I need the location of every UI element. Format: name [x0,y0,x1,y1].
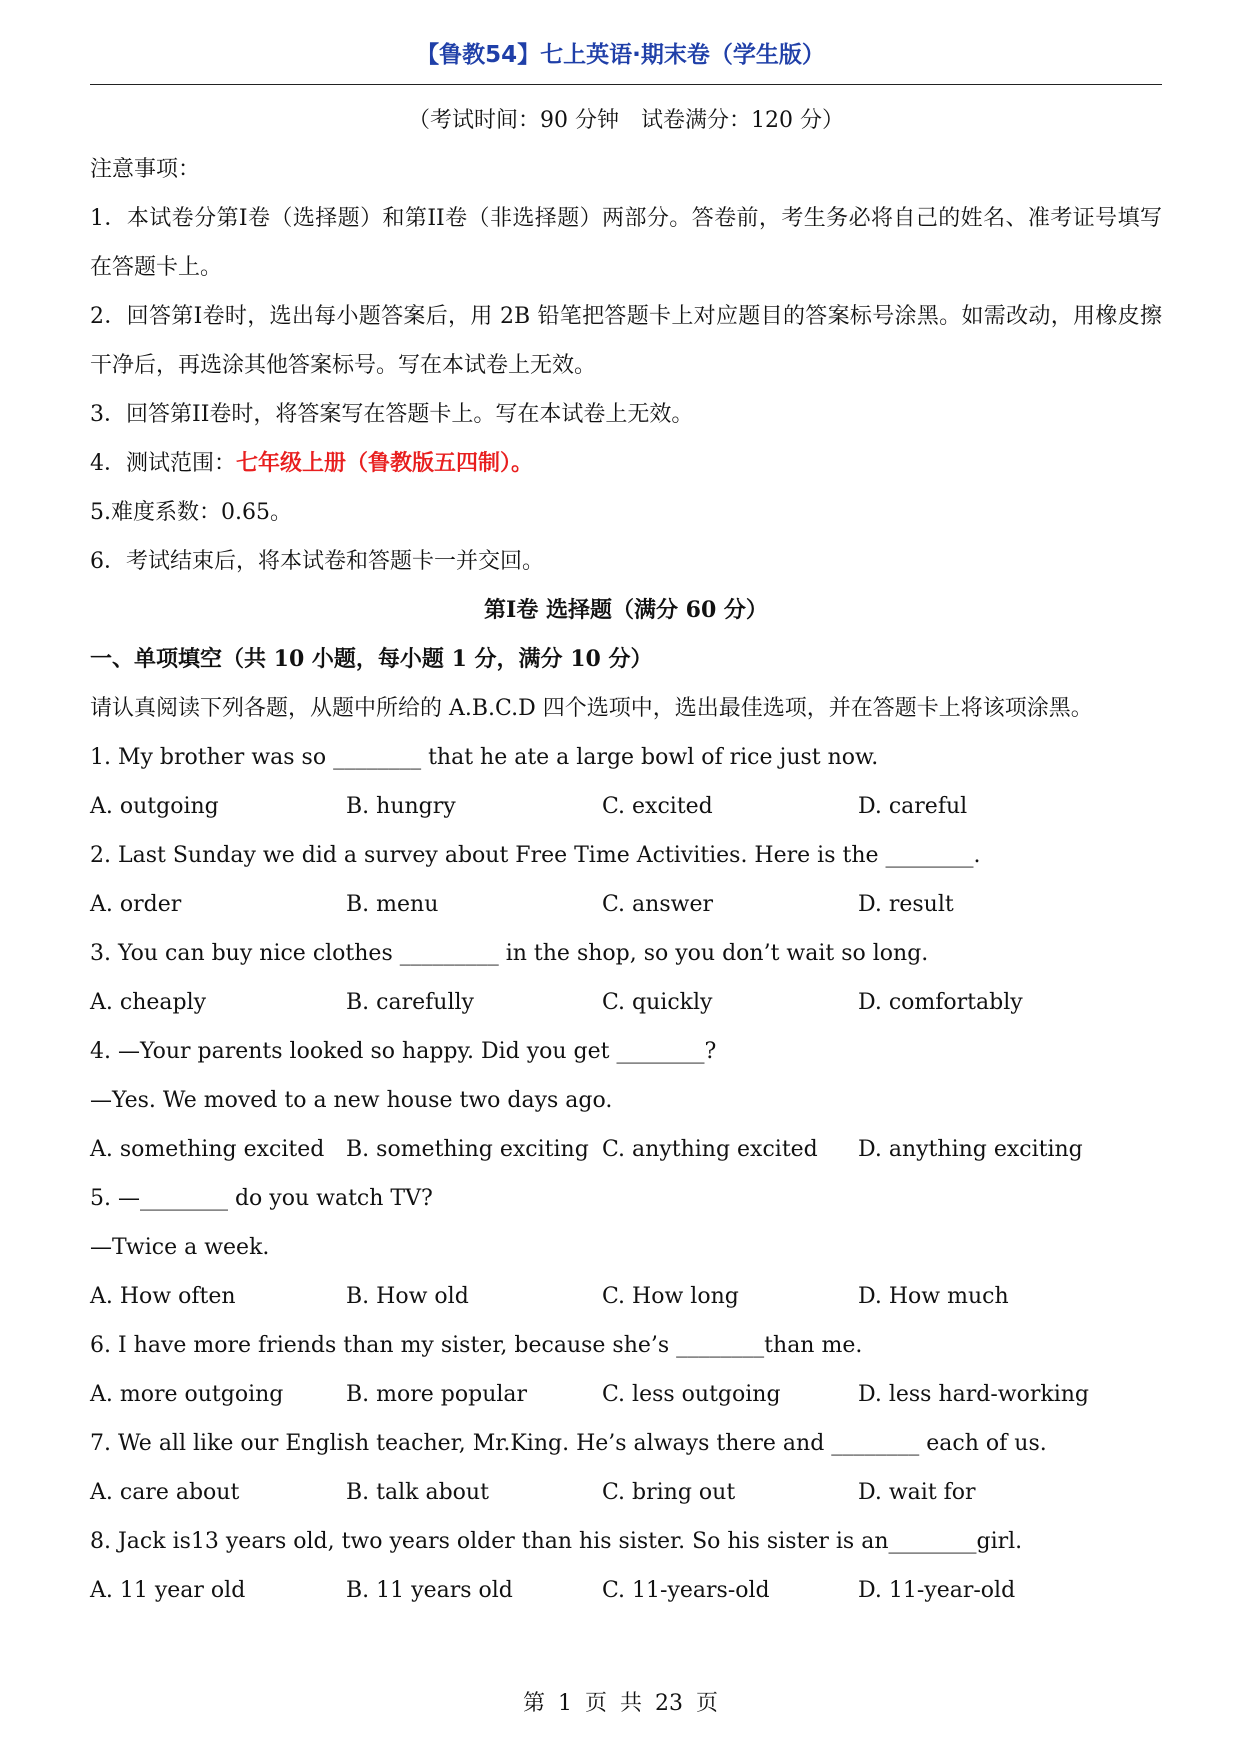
options-row [90,1566,1162,1615]
option-b: B. hungry [346,794,456,819]
option-d: D. less hard-working [858,1382,1089,1407]
note-item-4 [90,439,1162,488]
question-text: 5. —________ do you watch TV? [90,1186,433,1211]
option-a: A. care about [90,1480,240,1505]
question-8 [90,1517,1162,1615]
question-text: 3. You can buy nice clothes _________ in the shop, so you don’t wait so long. [90,941,929,966]
header-divider [90,84,1162,85]
option-d: D. wait for [858,1480,976,1505]
option-a: A. cheaply [90,990,207,1015]
option-b: B. menu [346,892,439,917]
option-d: D. comfortably [858,990,1023,1015]
note-item-5: 5.难度系数：0.65。 [90,500,292,525]
question-reply: —Twice a week. [90,1235,270,1260]
option-b: B. carefully [346,990,474,1015]
option-b: B. 11 years old [346,1578,513,1603]
section1-instruction: 请认真阅读下列各题，从题中所给的 A.B.C.D 四个选项中，选出最佳选项，并在答题卡上将该项涂黑。 [90,696,1093,721]
question-5 [90,1174,1162,1321]
option-b: B. talk about [346,1480,489,1505]
question-7 [90,1419,1162,1517]
option-a: A. 11 year old [90,1578,246,1603]
option-c: C. bring out [602,1480,736,1505]
part1-title: 第I卷 选择题（满分 60 分） [484,597,768,623]
option-d: D. result [858,892,954,917]
question-3 [90,929,1162,1027]
options-row [90,978,1162,1027]
option-c: C. excited [602,794,713,819]
options-row [90,1125,1162,1174]
notes-heading: 注意事项： [90,157,201,182]
question-4 [90,1027,1162,1174]
question-text: 4. —Your parents looked so happy. Did you get ________? [90,1039,717,1064]
option-a: A. something excited [90,1137,325,1162]
option-c: C. How long [602,1284,739,1309]
option-c: C. answer [602,892,713,917]
options-row [90,1468,1162,1517]
question-text: 8. Jack is13 years old, two years older than his sister. So his sister is an________girl. [90,1529,1023,1554]
note-item-1: 1．本试卷分第I卷（选择题）和第II卷（非选择题）两部分。答卷前，考生务必将自己的姓名、准考证号填写在答题卡上。 [90,206,1162,280]
note-item-3: 3．回答第II卷时，将答案写在答题卡上。写在本试卷上无效。 [90,402,694,427]
option-b: B. How old [346,1284,469,1309]
question-6 [90,1321,1162,1419]
question-reply: —Yes. We moved to a new house two days ago. [90,1088,613,1113]
exam-info: （考试时间：90 分钟 试卷满分：120 分） [408,108,844,133]
option-d: D. careful [858,794,968,819]
option-a: A. How often [90,1284,236,1309]
option-c: C. anything excited [602,1137,818,1162]
question-list [90,733,1162,1615]
note-item-4-prefix: 4．测试范围： [90,451,236,476]
options-row [90,1272,1162,1321]
note-item-6: 6．考试结束后，将本试卷和答题卡一并交回。 [90,549,544,574]
option-b: B. something exciting [346,1137,589,1162]
options-row [90,1370,1162,1419]
option-a: A. order [90,892,182,917]
question-text: 6. I have more friends than my sister, because she’s ________than me. [90,1333,863,1358]
question-text: 7. We all like our English teacher, Mr.King. He’s always there and ________ each of us. [90,1431,1047,1456]
option-d: D. anything exciting [858,1137,1083,1162]
option-a: A. more outgoing [90,1382,284,1407]
section1-title: 一、单项填空（共 10 小题，每小题 1 分，满分 10 分） [90,646,653,672]
page-number: 第 1 页 共 23 页 [523,1691,718,1716]
option-c: C. 11-years-old [602,1578,770,1603]
option-d: D. How much [858,1284,1009,1309]
option-c: C. quickly [602,990,713,1015]
question-1 [90,733,1162,831]
option-a: A. outgoing [90,794,219,819]
note-item-2: 2．回答第I卷时，选出每小题答案后，用 2B 铅笔把答题卡上对应题目的答案标号涂黑。如需改动，用橡皮擦干净后，再选涂其他答案标号。写在本试卷上无效。 [90,304,1162,378]
option-b: B. more popular [346,1382,528,1407]
option-c: C. less outgoing [602,1382,781,1407]
option-d: D. 11-year-old [858,1578,1016,1603]
page-content [90,96,1162,1615]
options-row [90,782,1162,831]
header-title: 【鲁教54】七上英语·期末卷（学生版） [416,42,825,68]
options-row [90,880,1162,929]
question-2 [90,831,1162,929]
question-text: 2. Last Sunday we did a survey about Free Time Activities. Here is the ________. [90,843,981,868]
question-text: 1. My brother was so ________ that he ate a large bowl of rice just now. [90,745,879,770]
test-scope: 七年级上册（鲁教版五四制）。 [236,450,534,476]
